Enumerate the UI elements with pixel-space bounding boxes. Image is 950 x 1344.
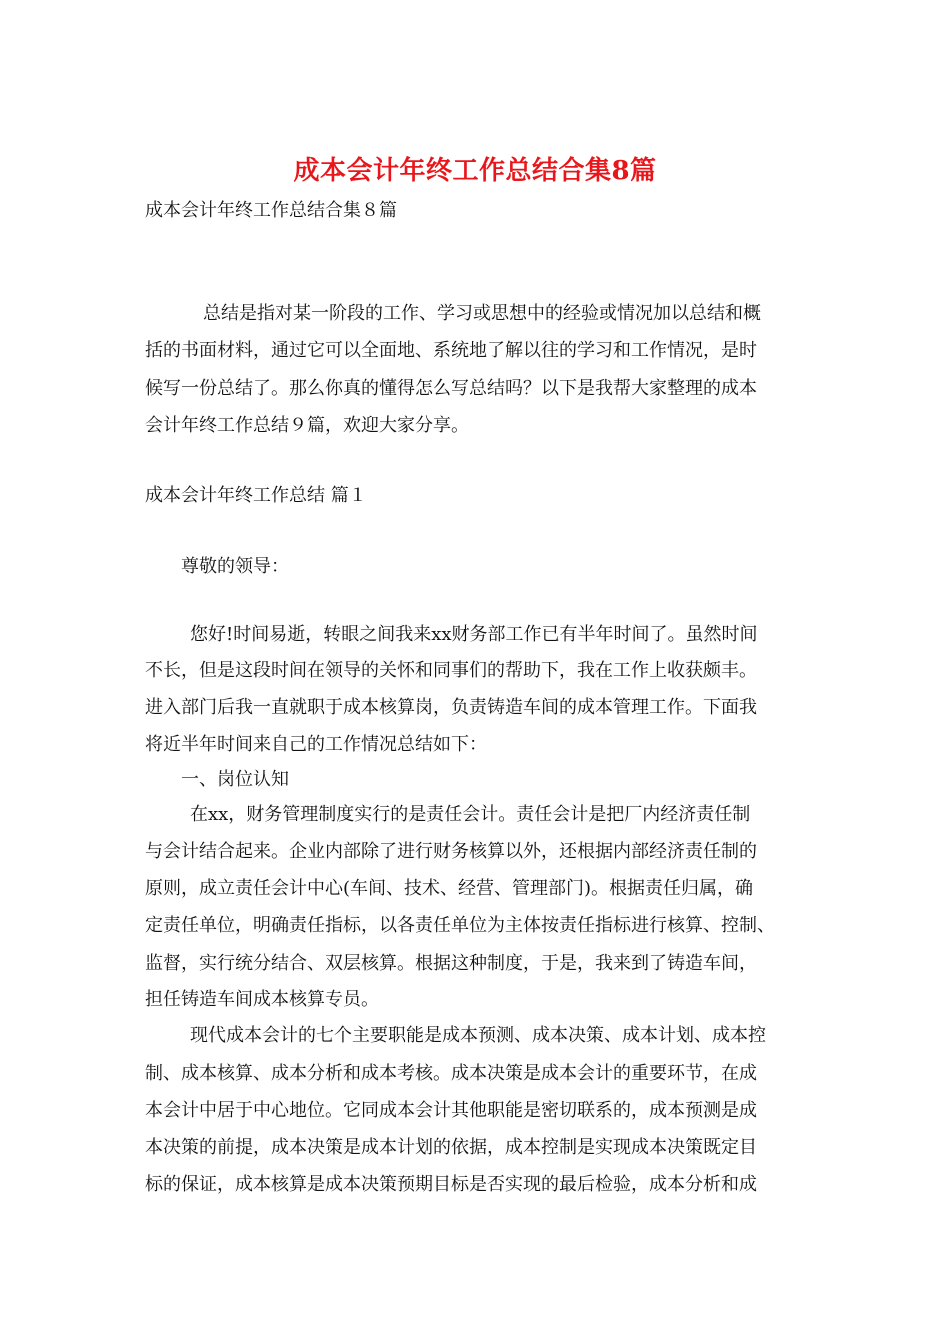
paragraph-line: 标的保证，成本核算是成本决策预期目标是否实现的最后检验，成本分析和成: [145, 1174, 757, 1195]
paragraph-line: 原则，成立责任会计中心(车间、技术、经营、管理部门)。根据责任归属，确: [145, 878, 754, 899]
paragraph-line: 本决策的前提，成本决策是成本计划的依据，成本控制是实现成本决策既定目: [145, 1137, 757, 1158]
intro-line: 会计年终工作总结９篇，欢迎大家分享。: [145, 415, 469, 436]
document-title: 成本会计年终工作总结合集8篇: [293, 156, 657, 186]
intro-line: 候写一份总结了。那么你真的懂得怎么写总结吗？以下是我帮大家整理的成本: [145, 378, 757, 399]
subheading: 一、岗位认知: [181, 769, 289, 790]
paragraph-line: 监督，实行统分结合、双层核算。根据这种制度，于是，我来到了铸造车间，: [145, 953, 757, 974]
paragraph-line: 现代成本会计的七个主要职能是成本预测、成本决策、成本计划、成本控: [190, 1025, 766, 1046]
paragraph-line: 制、成本核算、成本分析和成本考核。成本决策是成本会计的重要环节，在成: [145, 1063, 757, 1084]
paragraph-line: 进入部门后我一直就职于成本核算岗，负责铸造车间的成本管理工作。下面我: [145, 697, 757, 718]
document-subtitle: 成本会计年终工作总结合集８篇: [145, 200, 397, 221]
salutation: 尊敬的领导：: [181, 556, 289, 577]
paragraph-line: 您好!时间易逝，转眼之间我来xx财务部工作已有半年时间了。虽然时间: [190, 624, 758, 645]
paragraph-line: 担任铸造车间成本核算专员。: [145, 989, 379, 1010]
paragraph-line: 在xx，财务管理制度实行的是责任会计。责任会计是把厂内经济责任制: [190, 804, 751, 825]
section-heading: 成本会计年终工作总结 篇１: [145, 485, 367, 506]
paragraph-line: 不长，但是这段时间在领导的关怀和同事们的帮助下，我在工作上收获颇丰。: [145, 660, 757, 681]
paragraph-line: 定责任单位，明确责任指标，以各责任单位为主体按责任指标进行核算、控制、: [145, 915, 775, 936]
paragraph-line: 将近半年时间来自己的工作情况总结如下：: [145, 734, 487, 755]
intro-line: 括的书面材料，通过它可以全面地、系统地了解以往的学习和工作情况，是时: [145, 340, 757, 361]
paragraph-line: 本会计中居于中心地位。它同成本会计其他职能是密切联系的，成本预测是成: [145, 1100, 757, 1121]
paragraph-line: 与会计结合起来。企业内部除了进行财务核算以外，还根据内部经济责任制的: [145, 841, 757, 862]
intro-line: 总结是指对某一阶段的工作、学习或思想中的经验或情况加以总结和概: [203, 303, 761, 324]
